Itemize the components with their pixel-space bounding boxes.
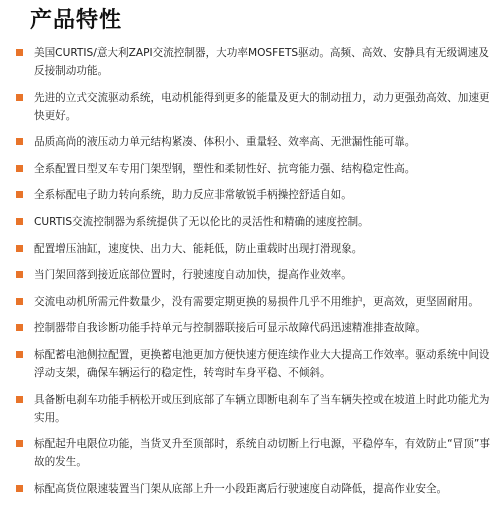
square-bullet-icon bbox=[16, 351, 23, 358]
feature-item bbox=[16, 480, 490, 498]
square-bullet-icon bbox=[16, 245, 23, 252]
feature-item bbox=[16, 160, 490, 178]
feature-item bbox=[16, 133, 490, 151]
feature-text: CURTIS交流控制器为系统提供了无以伦比的灵活性和精确的速度控制。 bbox=[34, 215, 369, 228]
feature-text: 控制器带自我诊断功能手持单元与控制器联接后可显示故障代码迅速精准排查故障。 bbox=[34, 322, 426, 335]
feature-item bbox=[16, 346, 490, 382]
feature-text: 全系标配电子助力转向系统，助力反应非常敏锐手柄操控舒适自如。 bbox=[34, 189, 352, 202]
feature-item bbox=[16, 213, 490, 231]
square-bullet-icon bbox=[16, 485, 23, 492]
feature-item bbox=[16, 186, 490, 204]
section-title: 产品特性 bbox=[30, 8, 123, 33]
feature-item bbox=[16, 435, 490, 471]
feature-text: 品质高尚的液压动力单元结构紧凑、体积小、重量轻、效率高、无泄漏性能可靠。 bbox=[34, 136, 416, 149]
feature-text: 标配蓄电池侧拉配置，更换蓄电池更加方便快速方便连续作业大大提高工作效率。驱动系统中间设浮动支架，确保车辆运行的稳定性，转弯时车身平稳、不倾斜。 bbox=[34, 348, 490, 379]
square-bullet-icon bbox=[16, 324, 23, 331]
feature-text: 当门架回落到接近底部位置时，行驶速度自动加快，提高作业效率。 bbox=[34, 269, 352, 282]
square-bullet-icon bbox=[16, 396, 23, 403]
feature-text: 标配高货位限速装置当门架从底部上升一小段距离后行驶速度自动降低，提高作业安全。 bbox=[34, 482, 448, 495]
feature-text: 先进的立式交流驱动系统，电动机能得到更多的能量及更大的制动扭力，动力更强劲高效、加速更快更好。 bbox=[34, 91, 490, 122]
feature-list bbox=[16, 44, 490, 498]
square-bullet-icon bbox=[16, 271, 23, 278]
square-bullet-icon bbox=[16, 138, 23, 145]
feature-item bbox=[16, 391, 490, 427]
square-bullet-icon bbox=[16, 49, 23, 56]
feature-text: 全系配置日型叉车专用门架型钢，塑性和柔韧性好、抗弯能力强、结构稳定性高。 bbox=[34, 162, 416, 175]
square-bullet-icon bbox=[16, 165, 23, 172]
feature-text: 美国CURTIS/意大利ZAPI交流控制器，大功率MOSFETS驱动。高频、高效、安静具有无级调速及反接制动功能。 bbox=[34, 47, 489, 77]
feature-text: 具备断电刹车功能手柄松开或压到底部了车辆立即断电刹车了当车辆失控或在坡道上时此功能尤为实用。 bbox=[34, 393, 490, 424]
square-bullet-icon bbox=[16, 94, 23, 101]
feature-text: 配置增压油缸，速度快、出力大、能耗低，防止重载时出现打滑现象。 bbox=[34, 242, 363, 255]
square-bullet-icon bbox=[16, 218, 23, 225]
feature-item bbox=[16, 319, 490, 337]
feature-text: 交流电动机所需元件数量少，没有需要定期更换的易损件几乎不用维护，更高效，更坚固耐用。 bbox=[34, 295, 479, 308]
square-bullet-icon bbox=[16, 298, 23, 305]
feature-item bbox=[16, 44, 490, 80]
feature-item bbox=[16, 89, 490, 125]
feature-item bbox=[16, 240, 490, 258]
feature-item bbox=[16, 293, 490, 311]
square-bullet-icon bbox=[16, 191, 23, 198]
feature-item bbox=[16, 266, 490, 284]
feature-text: 标配起升电限位功能，当货叉升至顶部时，系统自动切断上行电源，平稳停车，有效防止“冒顶”事故的发生。 bbox=[34, 438, 490, 469]
square-bullet-icon bbox=[16, 440, 23, 447]
